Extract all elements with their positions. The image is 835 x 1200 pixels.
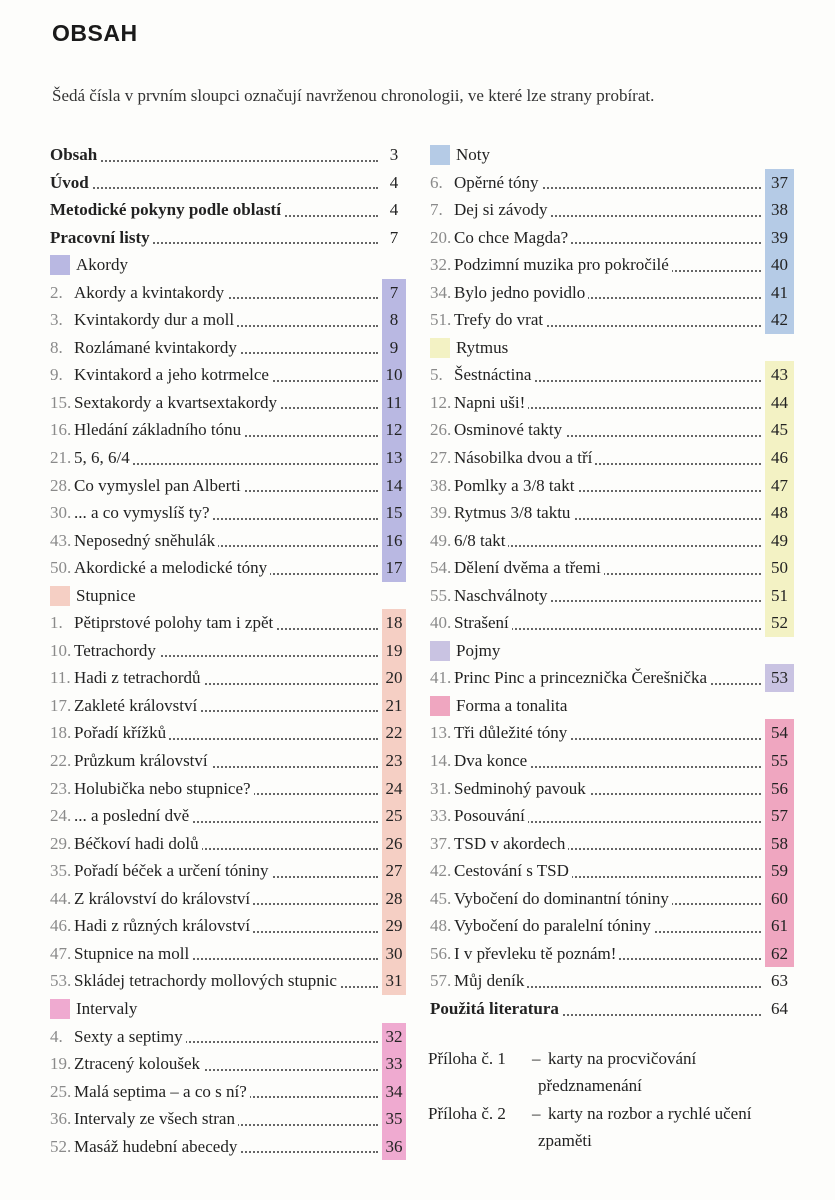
toc-entry[interactable] [50,1105,406,1133]
chronology-number: 43. [50,530,72,550]
toc-entry[interactable] [430,609,794,637]
section-title: Akordy [76,251,131,279]
page-number: 62 [765,940,794,968]
intro-text: Šedá čísla v prvním sloupci označují navrženou chronologii, ve které lze strany probírat. [52,86,655,105]
page-heading: OBSAH [52,20,138,46]
appendix-desc-cont: zpaměti [538,1131,592,1150]
toc-entry[interactable] [430,940,794,968]
entry-title: Obsah [50,141,100,169]
toc-entry[interactable] [430,196,794,224]
chronology-number: 17. [50,695,72,715]
chronology-number: 20. [430,227,452,247]
appendix-dash: – [532,1104,541,1123]
chronology-number: 50. [50,558,72,578]
toc-entry[interactable] [430,224,794,252]
toc-entry[interactable] [50,334,406,362]
page-number: 11 [382,389,406,417]
toc-entry[interactable] [50,444,406,472]
page-number: 19 [382,637,406,665]
chronology-number: 19. [50,1054,72,1074]
entry-title: Bylo jedno povidlo [454,279,588,307]
toc-entry[interactable] [430,527,794,555]
entry-title: Rozlámané kvintakordy [74,334,240,362]
page-number: 61 [765,912,794,940]
page-number: 28 [382,885,406,913]
section-title: Stupnice [76,582,139,610]
entry-title: Šestnáctina [454,361,534,389]
page-number: 17 [382,554,406,582]
page-number: 12 [382,416,406,444]
chronology-number: 38. [430,475,452,495]
page-number: 63 [765,967,794,995]
chronology-number: 48. [430,916,452,936]
page-number: 26 [382,830,406,858]
toc-entry[interactable] [430,967,794,995]
toc-entry[interactable] [50,775,406,803]
toc-entry[interactable] [430,719,794,747]
toc-main-entry[interactable] [50,196,406,224]
chronology-number: 47. [50,943,72,963]
page-number: 57 [765,802,794,830]
toc-entry[interactable] [430,169,794,197]
toc-main-entry[interactable] [50,141,406,169]
entry-title: Neposedný sněhulák [74,527,218,555]
entry-title: Vybočení do dominantní tóniny [454,885,672,913]
entry-title: Béčkoví hadi dolů [74,830,202,858]
page-number: 48 [765,499,794,527]
page-number: 56 [765,775,794,803]
toc-section-header [430,692,794,720]
section-color-swatch [430,641,450,661]
appendix-2[interactable] [428,1100,751,1154]
entry-title: Intervaly ze všech stran [74,1105,238,1133]
entry-title: Kvintakord a jeho kotrmelce [74,361,272,389]
chronology-number: 26. [430,420,452,440]
chronology-number: 35. [50,861,72,881]
entry-title: Násobilka dvou a tří [454,444,595,472]
entry-title: Vybočení do paralelní tóniny [454,912,654,940]
toc-entry[interactable] [430,857,794,885]
chronology-number: 46. [50,916,72,936]
page-number: 64 [765,995,794,1023]
page-number: 52 [765,609,794,637]
chronology-number: 15. [50,392,72,412]
entry-title: Z království do království [74,885,253,913]
entry-title: Co chce Magda? [454,224,571,252]
entry-title: Pomlky a 3/8 takt [454,472,577,500]
appendix-desc-cont: předznamenání [538,1076,642,1095]
page-number: 25 [382,802,406,830]
page-number: 24 [382,775,406,803]
entry-title: Akordické a melodické tóny [74,554,270,582]
chronology-number: 30. [50,503,72,523]
entry-title: Masáž hudební abecedy [74,1133,240,1161]
chronology-number: 45. [430,888,452,908]
toc-entry[interactable] [430,389,794,417]
chronology-number: 44. [50,888,72,908]
toc-entry[interactable] [50,1050,406,1078]
section-title: Pojmy [456,637,503,665]
chronology-number: 8. [50,337,63,357]
page-number: 20 [382,664,406,692]
entry-title: Sextakordy a kvartsextakordy [74,389,280,417]
toc-entry[interactable] [50,885,406,913]
chronology-number: 57. [430,971,452,991]
entry-title: Stupnice na moll [74,940,192,968]
page-number: 59 [765,857,794,885]
toc-entry[interactable] [430,747,794,775]
chronology-number: 18. [50,723,72,743]
entry-title: Malá septima – a co s ní? [74,1078,250,1106]
chronology-number: 16. [50,420,72,440]
entry-title: ... a co vymyslíš ty? [74,499,213,527]
toc-entry[interactable] [50,664,406,692]
entry-title: Hadi z různých království [74,912,253,940]
section-title: Forma a tonalita [456,692,570,720]
page-number: 42 [765,306,794,334]
section-title: Noty [456,141,493,169]
entry-title: Úvod [50,169,92,197]
entry-title: 6/8 takt [454,527,508,555]
appendix-label: Příloha č. 1 [428,1049,506,1068]
toc-entry[interactable] [50,361,406,389]
toc-entry[interactable] [430,416,794,444]
page-number: 3 [382,141,406,169]
page-number: 32 [382,1023,406,1051]
toc-entry[interactable] [430,554,794,582]
chronology-number: 10. [50,640,72,660]
toc-entry[interactable] [430,802,794,830]
entry-title: Sedminohý pavouk [454,775,589,803]
entry-title: Holubička nebo stupnice? [74,775,254,803]
toc-entry[interactable] [50,719,406,747]
section-title: Intervaly [76,995,140,1023]
toc-entry[interactable] [50,472,406,500]
entry-title: Podzimní muzika pro pokročilé [454,251,672,279]
toc-main-entry[interactable] [50,169,406,197]
entry-title: Pořadí béček a určení tóniny [74,857,272,885]
toc-entry[interactable] [50,802,406,830]
page-number: 13 [382,444,406,472]
appendix-1[interactable] [428,1045,696,1099]
toc-entry[interactable] [430,279,794,307]
entry-title: Dělení dvěma a třemi [454,554,604,582]
section-color-swatch [50,586,70,606]
page-number: 45 [765,416,794,444]
toc-entry[interactable] [430,912,794,940]
toc-entry[interactable] [50,912,406,940]
toc-entry[interactable] [430,444,794,472]
page-number: 49 [765,527,794,555]
page-number: 38 [765,196,794,224]
chronology-number: 29. [50,833,72,853]
toc-entry[interactable] [430,472,794,500]
entry-title: Dej si závody [454,196,550,224]
chronology-number: 49. [430,530,452,550]
page-number: 55 [765,747,794,775]
toc-entry[interactable] [50,554,406,582]
toc-entry[interactable] [430,664,794,692]
page-number: 51 [765,582,794,610]
chronology-number: 12. [430,392,452,412]
page-number: 22 [382,719,406,747]
page-number: 50 [765,554,794,582]
chronology-number: 55. [430,585,452,605]
toc-right-column [430,141,794,1023]
toc-main-entry[interactable] [50,224,406,252]
toc-entry[interactable] [50,637,406,665]
page-number: 31 [382,967,406,995]
chronology-number: 9. [50,365,63,385]
section-title: Rytmus [456,334,511,362]
chronology-number: 4. [50,1026,63,1046]
entry-title: I v převleku tě poznám! [454,940,619,968]
page-number: 54 [765,719,794,747]
page-number: 47 [765,472,794,500]
chronology-number: 31. [430,778,452,798]
toc-section-header [50,251,406,279]
chronology-number: 54. [430,558,452,578]
entry-title: Trefy do vrat [454,306,546,334]
appendix-label: Příloha č. 2 [428,1104,506,1123]
page-number: 43 [765,361,794,389]
page-number: 53 [765,664,794,692]
entry-title: ... a poslední dvě [74,802,192,830]
page-number: 8 [382,306,406,334]
page-number: 10 [382,361,406,389]
entry-title: Naschválnoty [454,582,550,610]
toc-section-header [50,995,406,1023]
chronology-number: 32. [430,255,452,275]
toc-entry[interactable] [50,1078,406,1106]
page-number: 33 [382,1050,406,1078]
entry-title: Ztracený koloušek [74,1050,203,1078]
chronology-number: 25. [50,1081,72,1101]
page-number: 41 [765,279,794,307]
section-color-swatch [430,696,450,716]
entry-title: Použitá literatura [430,995,562,1023]
toc-entry[interactable] [430,775,794,803]
chronology-number: 28. [50,475,72,495]
chronology-number: 14. [430,751,452,771]
toc-entry[interactable] [50,1133,406,1161]
toc-entry[interactable] [50,1023,406,1051]
appendix-dash: – [532,1049,541,1068]
entry-title: Cestování s TSD [454,857,572,885]
page-number: 40 [765,251,794,279]
entry-title: Napni uši! [454,389,528,417]
page-number: 27 [382,857,406,885]
entry-title: Co vymyslel pan Alberti [74,472,244,500]
entry-title: Osminové takty [454,416,565,444]
chronology-number: 52. [50,1136,72,1156]
entry-title: Princ Pinc a princeznička Čerešnička [454,664,710,692]
chronology-number: 41. [430,668,452,688]
page-number: 44 [765,389,794,417]
entry-title: Pracovní listy [50,224,153,252]
entry-title: Pořadí křížků [74,719,169,747]
page-number: 46 [765,444,794,472]
entry-title: TSD v akordech [454,830,568,858]
chronology-number: 40. [430,613,452,633]
page-number: 37 [765,169,794,197]
chronology-number: 5. [430,365,443,385]
entry-title: Kvintakordy dur a moll [74,306,237,334]
page-number: 18 [382,609,406,637]
section-color-swatch [430,145,450,165]
toc-entry[interactable] [430,251,794,279]
toc-entry[interactable] [430,306,794,334]
entry-title: Hledání základního tónu [74,416,244,444]
chronology-number: 56. [430,943,452,963]
entry-title: Opěrné tóny [454,169,542,197]
entry-title: Tetrachordy [74,637,159,665]
chronology-number: 23. [50,778,72,798]
toc-entry[interactable] [430,499,794,527]
chronology-number: 11. [50,668,71,688]
entry-title: Dva konce [454,747,530,775]
page-number: 4 [382,169,406,197]
chronology-number: 13. [430,723,452,743]
page-number: 35 [382,1105,406,1133]
page-number: 34 [382,1078,406,1106]
appendix-desc: karty na rozbor a rychlé učení [548,1104,752,1123]
appendix-desc: karty na procvičování [548,1049,697,1068]
toc-entry[interactable] [50,389,406,417]
entry-title: Zakleté království [74,692,200,720]
entry-title: Průzkum království [74,747,211,775]
page-number: 15 [382,499,406,527]
toc-section-header [430,334,794,362]
chronology-number: 1. [50,613,63,633]
page-number: 7 [382,224,406,252]
toc-entry[interactable] [50,747,406,775]
toc-entry[interactable] [430,582,794,610]
section-color-swatch [430,338,450,358]
toc-entry[interactable] [50,940,406,968]
toc-entry[interactable] [430,361,794,389]
entry-title: Můj deník [454,967,527,995]
toc-entry[interactable] [50,306,406,334]
toc-main-entry[interactable] [430,995,794,1023]
toc-entry[interactable] [50,830,406,858]
toc-entry[interactable] [50,692,406,720]
section-color-swatch [50,255,70,275]
page-number: 9 [382,334,406,362]
entry-title: Rytmus 3/8 taktu [454,499,573,527]
chronology-number: 2. [50,282,63,302]
page-number: 30 [382,940,406,968]
page-number: 29 [382,912,406,940]
toc-section-header [430,637,794,665]
toc-entry[interactable] [50,279,406,307]
entry-title: Metodické pokyny podle oblastí [50,196,284,224]
entry-title: Posouvání [454,802,528,830]
toc-entry[interactable] [50,967,406,995]
entry-title: Strašení [454,609,512,637]
entry-title: 5, 6, 6/4 [74,444,133,472]
page-number: 4 [382,196,406,224]
page-number: 16 [382,527,406,555]
page-number: 14 [382,472,406,500]
chronology-number: 33. [430,806,452,826]
page-number: 21 [382,692,406,720]
toc-entry[interactable] [430,885,794,913]
toc-entry[interactable] [50,527,406,555]
chronology-number: 53. [50,971,72,991]
page-number: 58 [765,830,794,858]
page-number: 39 [765,224,794,252]
entry-title: Skládej tetrachordy mollových stupnic [74,967,340,995]
toc-entry[interactable] [50,499,406,527]
chronology-number: 39. [430,503,452,523]
chronology-number: 3. [50,310,63,330]
entry-title: Tři důležité tóny [454,719,570,747]
page-number: 23 [382,747,406,775]
chronology-number: 22. [50,751,72,771]
toc-section-header [50,582,406,610]
page-number: 7 [382,279,406,307]
chronology-number: 24. [50,806,72,826]
leader-dots [50,187,378,189]
chronology-number: 42. [430,861,452,881]
page-number: 60 [765,885,794,913]
chronology-number: 7. [430,200,443,220]
chronology-number: 36. [50,1109,72,1129]
entry-title: Hadi z tetrachordů [74,664,204,692]
toc-entry[interactable] [430,830,794,858]
toc-entry[interactable] [50,857,406,885]
chronology-number: 6. [430,172,443,192]
entry-title: Akordy a kvintakordy [74,279,227,307]
toc-left-column [50,141,406,1160]
entry-title: Sexty a septimy [74,1023,186,1051]
chronology-number: 37. [430,833,452,853]
toc-section-header [430,141,794,169]
toc-entry[interactable] [50,416,406,444]
chronology-number: 51. [430,310,452,330]
chronology-number: 21. [50,448,72,468]
page-number: 36 [382,1133,406,1161]
entry-title: Pětiprstové polohy tam i zpět [74,609,276,637]
chronology-number: 34. [430,282,452,302]
chronology-number: 27. [430,448,452,468]
toc-entry[interactable] [50,609,406,637]
section-color-swatch [50,999,70,1019]
